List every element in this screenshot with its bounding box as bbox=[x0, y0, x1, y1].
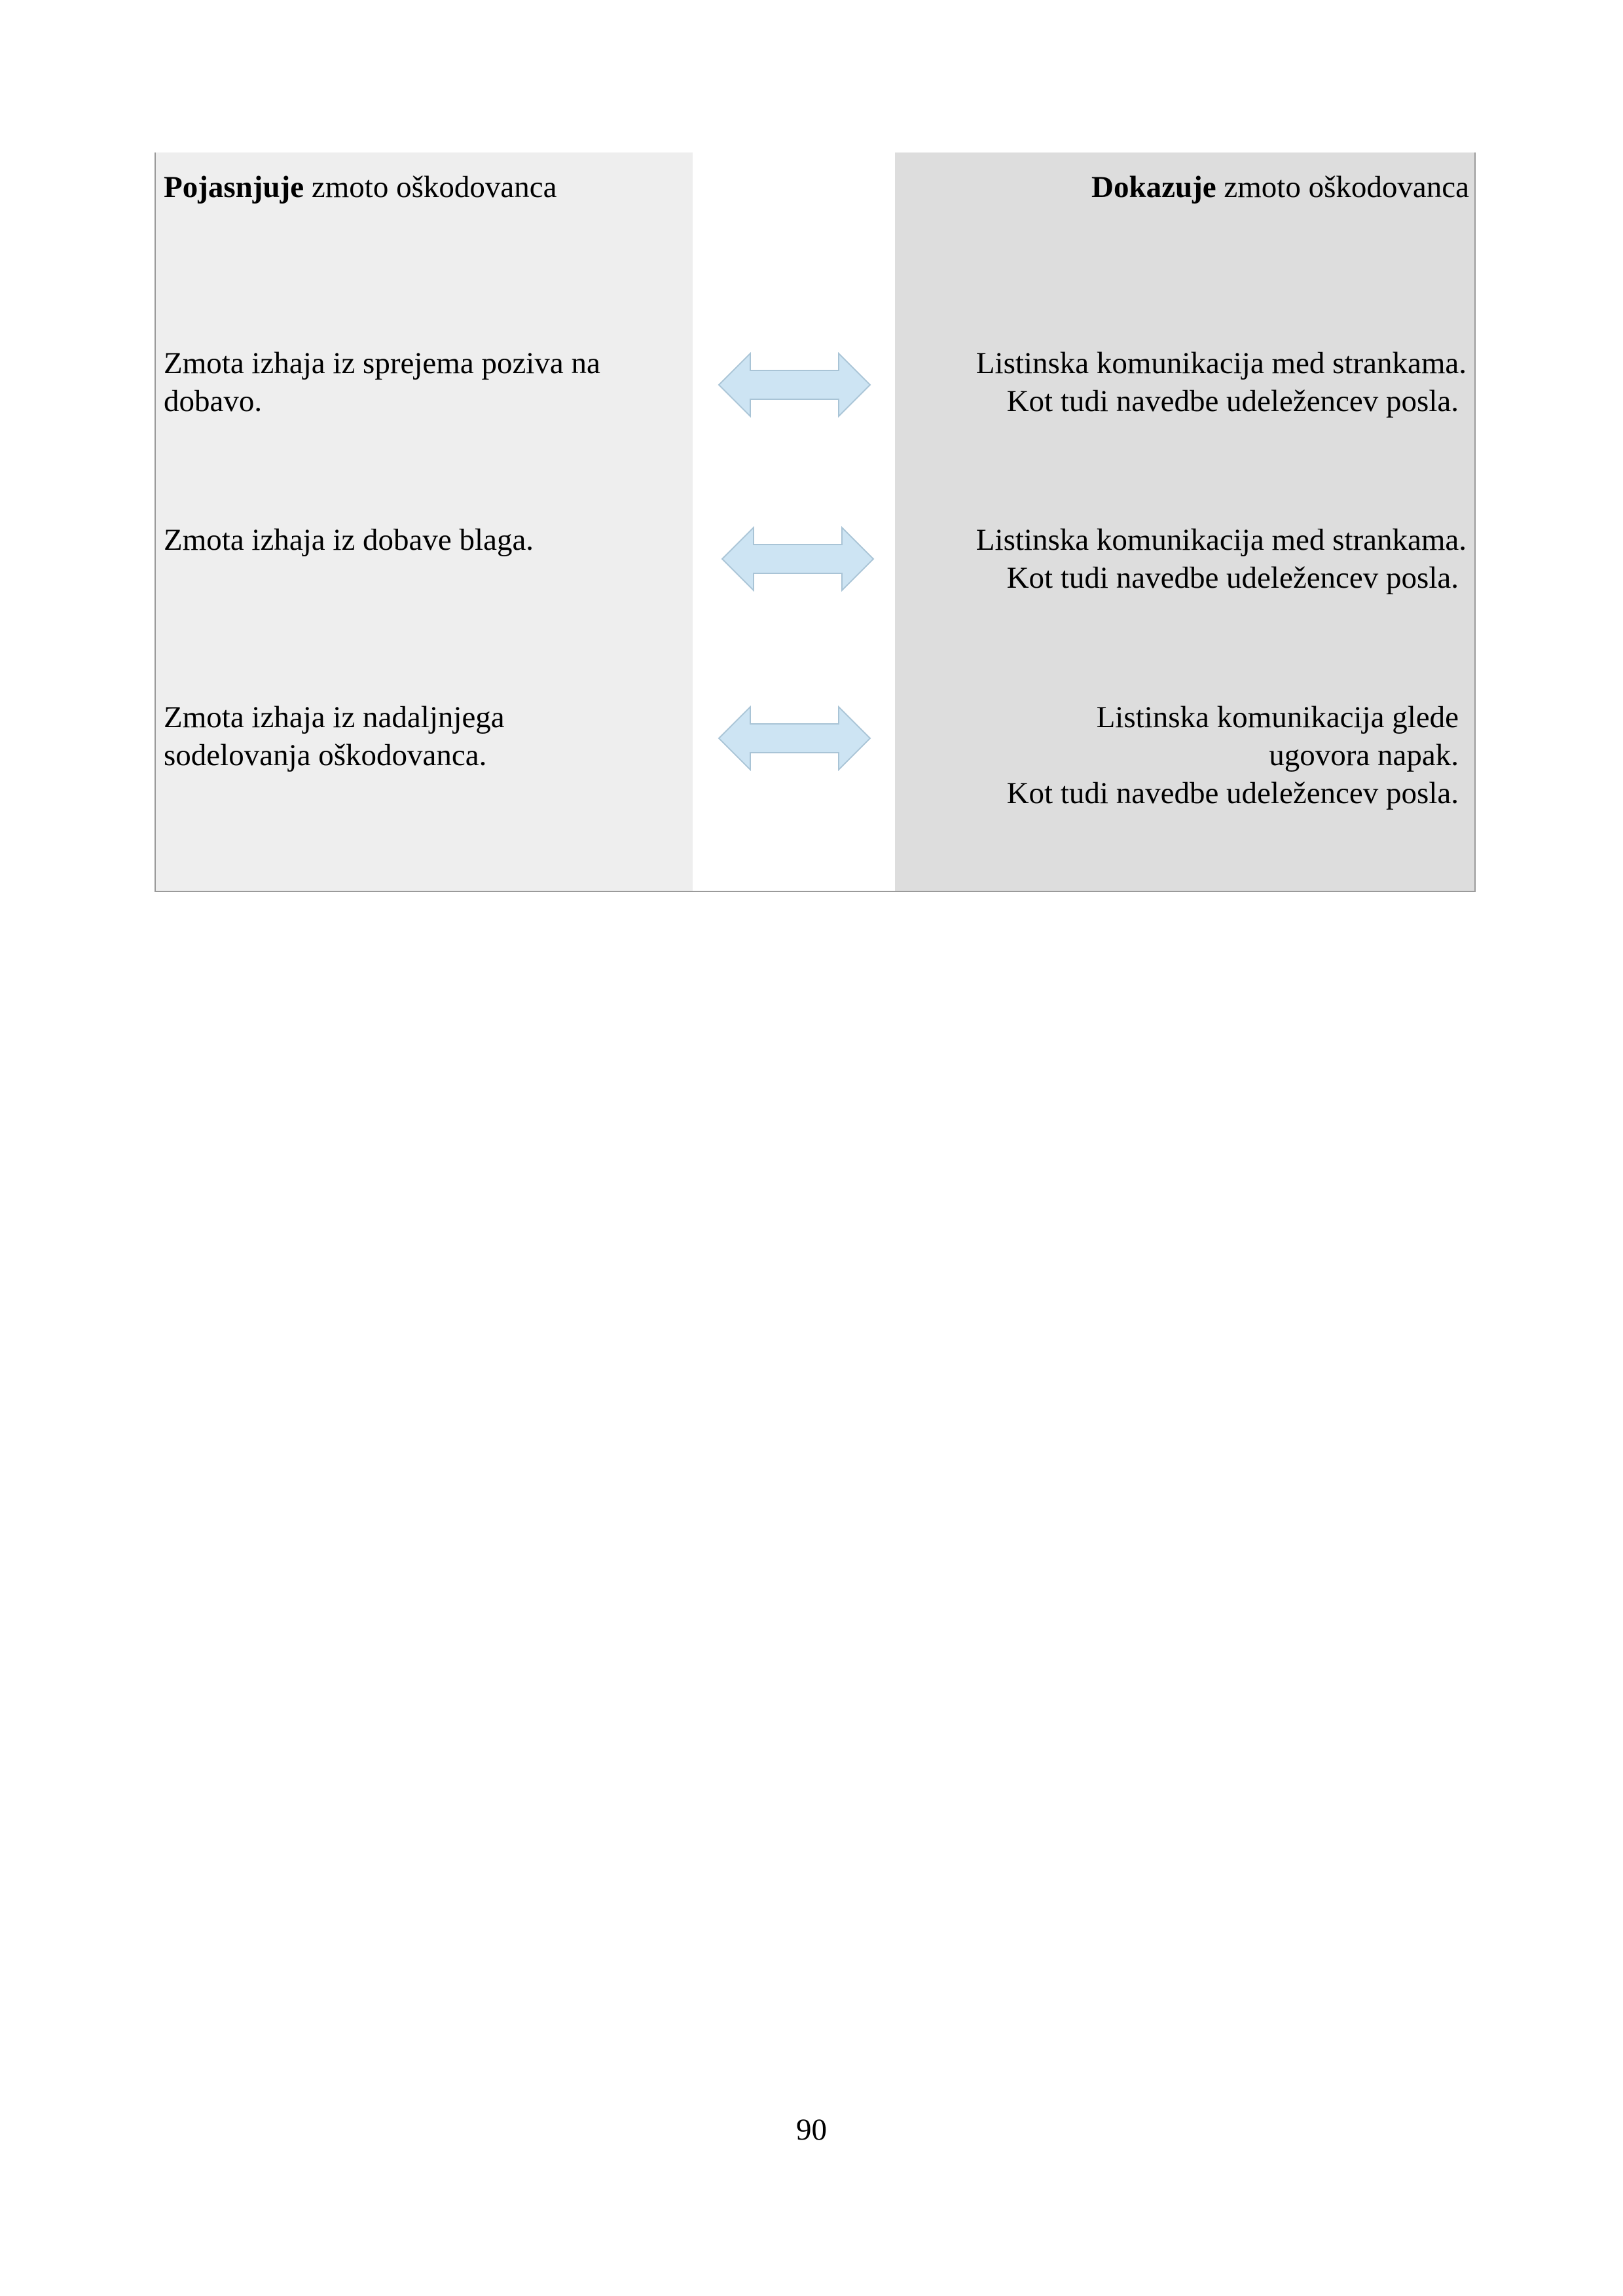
right-header-rest: zmoto oškodovanca bbox=[1216, 170, 1469, 204]
left-header-rest: zmoto oškodovanca bbox=[304, 170, 557, 204]
left-row-2-line-1: Zmota izhaja iz dobave blaga. bbox=[164, 523, 534, 557]
right-row-3-line-1: Listinska komunikacija glede bbox=[1096, 700, 1459, 734]
right-row-3 bbox=[1007, 698, 1459, 812]
right-panel-proves bbox=[895, 152, 1474, 891]
right-row-3-line-3: Kot tudi navedbe udeležencev posla. bbox=[1006, 776, 1459, 810]
left-panel-explains bbox=[156, 152, 693, 891]
left-row-1 bbox=[164, 344, 600, 420]
double-arrow-icon-1 bbox=[718, 352, 871, 418]
right-row-1-line-2: Kot tudi navedbe udeležencev posla. bbox=[1006, 384, 1459, 418]
page-number: 90 bbox=[796, 2113, 827, 2147]
right-row-2-line-2: Kot tudi navedbe udeležencev posla. bbox=[1006, 561, 1459, 595]
right-row-2 bbox=[976, 521, 1467, 597]
comparison-figure bbox=[155, 152, 1476, 892]
left-row-3-line-1: Zmota izhaja iz nadaljnjega bbox=[164, 700, 505, 734]
left-header bbox=[164, 168, 556, 206]
double-arrow-icon-2 bbox=[721, 526, 875, 592]
left-row-1-line-2: dobavo. bbox=[164, 384, 263, 418]
left-row-2 bbox=[164, 521, 534, 559]
left-row-3-line-2: sodelovanja oškodovanca. bbox=[164, 738, 487, 772]
left-row-3 bbox=[164, 698, 505, 774]
left-row-1-line-1: Zmota izhaja iz sprejema poziva na bbox=[164, 346, 600, 380]
left-header-bold: Pojasnjuje bbox=[164, 170, 304, 204]
right-row-1-line-1: Listinska komunikacija med strankama. bbox=[976, 346, 1467, 380]
right-header-bold: Dokazuje bbox=[1091, 170, 1216, 204]
right-row-3-line-2: ugovora napak. bbox=[1269, 738, 1459, 772]
right-header bbox=[1091, 168, 1469, 206]
double-arrow-icon-3 bbox=[718, 706, 871, 771]
right-row-2-line-1: Listinska komunikacija med strankama. bbox=[976, 523, 1467, 557]
right-row-1 bbox=[976, 344, 1467, 420]
